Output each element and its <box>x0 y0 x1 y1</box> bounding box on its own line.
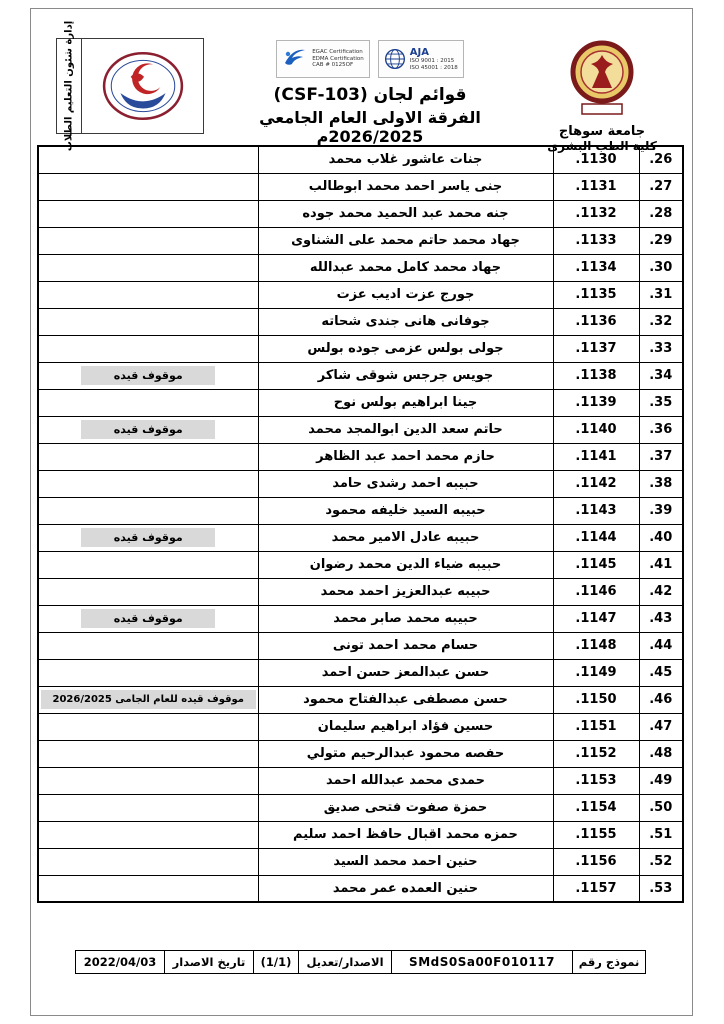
table-row <box>38 173 683 200</box>
document-subtitle: الفرقة الاولى العام الجامعي 2026/2025م <box>259 108 481 146</box>
status-badge: موقوف قيده للعام الجامى 2026/2025 <box>41 690 256 709</box>
egac-swoosh-icon <box>282 46 308 72</box>
admin-logo-area <box>82 39 203 133</box>
row-status-cell <box>38 686 258 713</box>
row-serial: 32. <box>639 308 683 335</box>
row-seat-number: 1155. <box>553 821 639 848</box>
row-status-cell <box>38 443 258 470</box>
row-seat-number: 1139. <box>553 389 639 416</box>
row-status-cell <box>38 821 258 848</box>
row-student-name: جهاد محمد كامل محمد عبدالله <box>258 254 553 281</box>
admin-vertical-strip <box>57 20 82 152</box>
row-student-name: حبيبه عبدالعزيز احمد محمد <box>258 578 553 605</box>
row-status-cell <box>38 767 258 794</box>
row-status-cell <box>38 497 258 524</box>
row-student-name: حسن مصطفى عبدالفتاح محمود <box>258 686 553 713</box>
row-status-cell <box>38 740 258 767</box>
row-seat-number: 1148. <box>553 632 639 659</box>
form-number-value: SMdS0Sa00F010117 <box>391 950 573 974</box>
table-row <box>38 254 683 281</box>
row-status-cell <box>38 335 258 362</box>
row-serial: 40. <box>639 524 683 551</box>
row-status-cell <box>38 659 258 686</box>
issue-version-label: الاصدار/تعديل <box>298 950 392 974</box>
row-seat-number: 1153. <box>553 767 639 794</box>
form-number-label: نموذج رقم <box>572 950 646 974</box>
table-row <box>38 146 683 173</box>
table-row <box>38 200 683 227</box>
row-status-cell <box>38 794 258 821</box>
row-student-name: حبيبه محمد صابر محمد <box>258 605 553 632</box>
student-affairs-logo-icon <box>100 50 186 122</box>
row-seat-number: 1157. <box>553 875 639 902</box>
row-student-name: جورج عزت اديب عزت <box>258 281 553 308</box>
row-student-name: حمزة صفوت فتحى صديق <box>258 794 553 821</box>
table-row <box>38 227 683 254</box>
committee-table-body <box>38 146 683 902</box>
row-seat-number: 1141. <box>553 443 639 470</box>
row-seat-number: 1145. <box>553 551 639 578</box>
row-status-cell <box>38 713 258 740</box>
document-title: قوائم لجان (CSF-103) <box>273 85 467 105</box>
row-seat-number: 1156. <box>553 848 639 875</box>
admin-vertical-label: إدارة شئون التعليم الطلاب <box>63 20 75 152</box>
row-serial: 52. <box>639 848 683 875</box>
row-status-cell <box>38 551 258 578</box>
row-student-name: جنى ياسر احمد محمد ابوطالب <box>258 173 553 200</box>
row-status-cell <box>38 632 258 659</box>
row-status-cell <box>38 875 258 902</box>
table-row <box>38 848 683 875</box>
table-row <box>38 659 683 686</box>
row-student-name: حبيبه ضياء الدين محمد رضوان <box>258 551 553 578</box>
row-student-name: حبيبه السيد خليفه محمود <box>258 497 553 524</box>
row-seat-number: 1140. <box>553 416 639 443</box>
table-row <box>38 686 683 713</box>
issue-date-value: 2022/04/03 <box>75 950 165 974</box>
egac-line-1: EGAC Certification <box>312 48 363 55</box>
row-seat-number: 1154. <box>553 794 639 821</box>
table-row <box>38 632 683 659</box>
table-row <box>38 389 683 416</box>
row-serial: 37. <box>639 443 683 470</box>
row-serial: 50. <box>639 794 683 821</box>
sohag-university-emblem-icon <box>565 38 639 118</box>
row-status-cell <box>38 227 258 254</box>
row-seat-number: 1130. <box>553 146 639 173</box>
row-seat-number: 1149. <box>553 659 639 686</box>
table-row <box>38 416 683 443</box>
row-student-name: جهاد محمد حاتم محمد على الشناوى <box>258 227 553 254</box>
row-status-cell <box>38 200 258 227</box>
page-header <box>56 20 668 153</box>
row-seat-number: 1136. <box>553 308 639 335</box>
aja-certification-logo <box>378 40 464 78</box>
row-seat-number: 1152. <box>553 740 639 767</box>
table-row <box>38 875 683 902</box>
row-status-cell <box>38 416 258 443</box>
table-row <box>38 767 683 794</box>
row-seat-number: 1133. <box>553 227 639 254</box>
row-student-name: حنين احمد محمد السيد <box>258 848 553 875</box>
table-row <box>38 308 683 335</box>
row-serial: 42. <box>639 578 683 605</box>
row-status-cell <box>38 308 258 335</box>
committee-table <box>37 145 684 903</box>
row-seat-number: 1131. <box>553 173 639 200</box>
table-row <box>38 335 683 362</box>
row-seat-number: 1142. <box>553 470 639 497</box>
row-serial: 34. <box>639 362 683 389</box>
table-row <box>38 470 683 497</box>
table-row <box>38 281 683 308</box>
row-seat-number: 1138. <box>553 362 639 389</box>
status-badge: موقوف قيده <box>81 528 215 547</box>
row-serial: 45. <box>639 659 683 686</box>
row-student-name: حسام محمد احمد تونى <box>258 632 553 659</box>
row-status-cell <box>38 146 258 173</box>
faculty-name: كلية الطب البشرى <box>547 139 657 153</box>
university-name: جامعة سوهاج <box>558 124 646 139</box>
row-student-name: جنه محمد عبد الحميد محمد جوده <box>258 200 553 227</box>
egac-line-2: EDMA Certification <box>312 55 364 62</box>
certification-logos <box>204 40 536 78</box>
row-student-name: حنين العمده عمر محمد <box>258 875 553 902</box>
row-seat-number: 1147. <box>553 605 639 632</box>
row-student-name: حبيبه احمد رشدى حامد <box>258 470 553 497</box>
row-serial: 44. <box>639 632 683 659</box>
aja-line-2: ISO 45001 : 2018 <box>409 64 458 71</box>
row-student-name: جنات عاشور غلاب محمد <box>258 146 553 173</box>
status-badge: موقوف قيده <box>81 420 215 439</box>
row-student-name: حسن عبدالمعز حسن احمد <box>258 659 553 686</box>
row-serial: 38. <box>639 470 683 497</box>
row-seat-number: 1151. <box>553 713 639 740</box>
row-status-cell <box>38 578 258 605</box>
row-serial: 47. <box>639 713 683 740</box>
row-student-name: حمزه محمد اقبال حافظ احمد سليم <box>258 821 553 848</box>
row-serial: 30. <box>639 254 683 281</box>
row-serial: 29. <box>639 227 683 254</box>
table-row <box>38 713 683 740</box>
row-student-name: جويس جرجس شوقى شاكر <box>258 362 553 389</box>
row-status-cell <box>38 605 258 632</box>
row-serial: 41. <box>639 551 683 578</box>
issue-date-label: تاريخ الاصدار <box>164 950 254 974</box>
row-serial: 49. <box>639 767 683 794</box>
status-badge: موقوف قيده <box>81 609 215 628</box>
row-student-name: جوفانى هانى جندى شحاته <box>258 308 553 335</box>
row-serial: 39. <box>639 497 683 524</box>
row-serial: 43. <box>639 605 683 632</box>
row-student-name: حازم محمد احمد عبد الظاهر <box>258 443 553 470</box>
issue-version-value: (1/1) <box>253 950 299 974</box>
row-student-name: جولى بولس عزمى جوده بولس <box>258 335 553 362</box>
row-status-cell <box>38 254 258 281</box>
table-row <box>38 524 683 551</box>
row-seat-number: 1135. <box>553 281 639 308</box>
row-status-cell <box>38 389 258 416</box>
table-row <box>38 551 683 578</box>
aja-line-1: ISO 9001 : 2015 <box>409 57 455 64</box>
row-seat-number: 1137. <box>553 335 639 362</box>
row-serial: 27. <box>639 173 683 200</box>
row-status-cell <box>38 848 258 875</box>
table-row <box>38 605 683 632</box>
student-affairs-box <box>56 20 204 152</box>
row-serial: 28. <box>639 200 683 227</box>
egac-certification-logo <box>276 40 370 78</box>
row-serial: 46. <box>639 686 683 713</box>
row-seat-number: 1134. <box>553 254 639 281</box>
row-status-cell <box>38 362 258 389</box>
table-row <box>38 821 683 848</box>
row-status-cell <box>38 173 258 200</box>
row-serial: 48. <box>639 740 683 767</box>
row-serial: 26. <box>639 146 683 173</box>
row-seat-number: 1144. <box>553 524 639 551</box>
row-student-name: حفصه محمود عبدالرحيم متولي <box>258 740 553 767</box>
row-seat-number: 1146. <box>553 578 639 605</box>
row-student-name: جينا ابراهيم بولس نوح <box>258 389 553 416</box>
row-serial: 53. <box>639 875 683 902</box>
row-student-name: حاتم سعد الدين ابوالمجد محمد <box>258 416 553 443</box>
form-footer <box>76 950 646 974</box>
table-row <box>38 497 683 524</box>
status-badge: موقوف قيده <box>81 366 215 385</box>
university-block <box>536 38 668 153</box>
row-seat-number: 1132. <box>553 200 639 227</box>
row-student-name: حسين فؤاد ابراهيم سليمان <box>258 713 553 740</box>
aja-globe-icon <box>384 48 406 70</box>
table-row <box>38 794 683 821</box>
row-serial: 51. <box>639 821 683 848</box>
table-row <box>38 362 683 389</box>
row-student-name: حمدى محمد عبدالله احمد <box>258 767 553 794</box>
row-serial: 31. <box>639 281 683 308</box>
row-serial: 36. <box>639 416 683 443</box>
row-seat-number: 1150. <box>553 686 639 713</box>
row-status-cell <box>38 470 258 497</box>
egac-line-3: CAB # 0125OF <box>312 62 354 69</box>
row-student-name: حبيبه عادل الامير محمد <box>258 524 553 551</box>
table-row <box>38 740 683 767</box>
table-row <box>38 443 683 470</box>
aja-name: AJA <box>409 46 429 58</box>
row-serial: 35. <box>639 389 683 416</box>
row-serial: 33. <box>639 335 683 362</box>
row-status-cell <box>38 281 258 308</box>
header-center <box>204 38 536 146</box>
row-seat-number: 1143. <box>553 497 639 524</box>
table-row <box>38 578 683 605</box>
row-status-cell <box>38 524 258 551</box>
